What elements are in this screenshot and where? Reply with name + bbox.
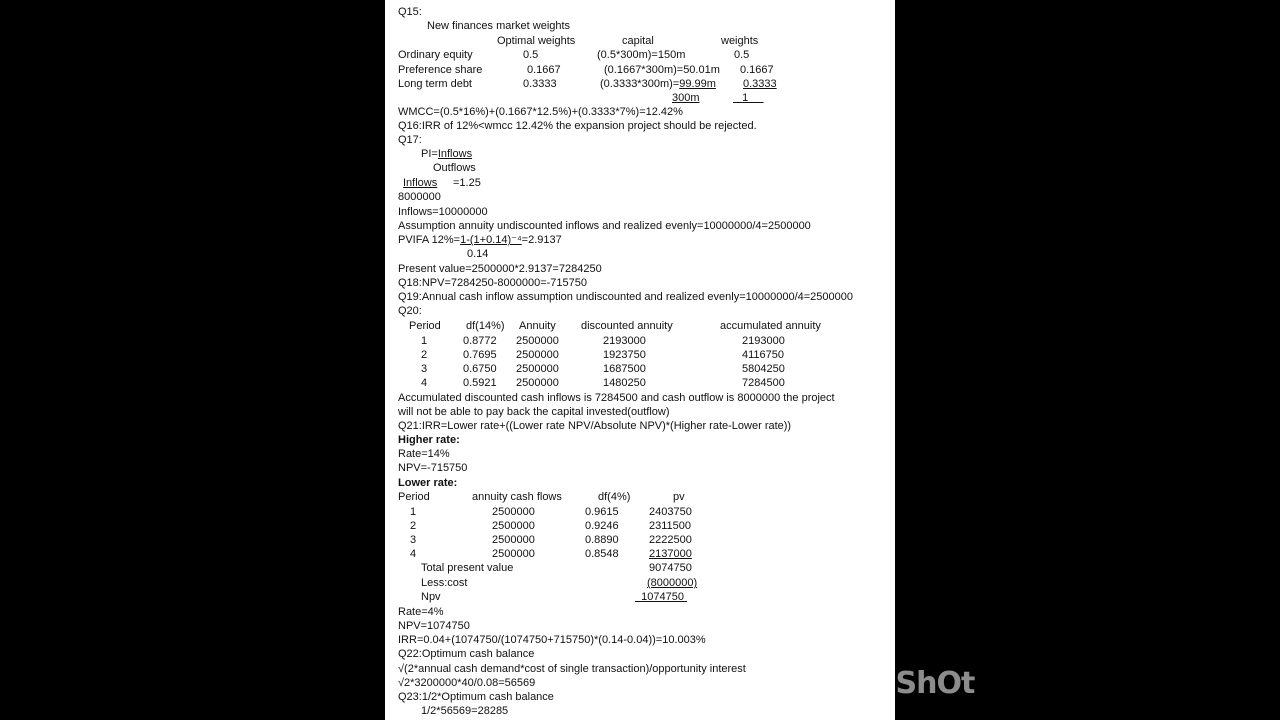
q20-cell: 1923750 <box>603 349 646 361</box>
q21-lower-heading: Lower rate: <box>398 477 458 489</box>
q15-header-optimal: Optimal weights <box>497 35 576 47</box>
q20-cell: 3 <box>421 363 428 375</box>
q21-cell: 2500000 <box>492 534 535 546</box>
q21-lower-npv: NPV=1074750 <box>398 620 470 632</box>
q21-irr: IRR=0.04+(1074750/(1074750+715750)*(0.14-0.04))=10.003% <box>398 634 706 646</box>
inshot-watermark-logo: InShOt <box>865 666 975 701</box>
q21-header-period: Period <box>398 491 430 503</box>
q15-row-capital <box>600 77 716 91</box>
q20-header-df: df(14%) <box>466 320 505 332</box>
q21-cell: 4 <box>410 548 417 560</box>
q15-row-label: Ordinary equity <box>398 49 473 61</box>
q15-row-optimal: 0.1667 <box>527 64 561 76</box>
q17-assumption: Assumption annuity undiscounted inflows and realized evenly=10000000/4=2500000 <box>398 220 811 232</box>
q21-less-label: Less:cost <box>421 577 468 589</box>
q21-cell: 0.9615 <box>585 506 619 518</box>
q20-cell: 1480250 <box>603 377 646 389</box>
q15-row-optimal: 0.3333 <box>523 78 557 90</box>
q17-pvifa-result: =2.9137 <box>521 234 562 246</box>
q23-heading: Q23:1/2*Optimum cash balance <box>398 691 554 703</box>
q20-header-discounted: discounted annuity <box>581 320 673 332</box>
q15-wmcc: WMCC=(0.5*16%)+(0.1667*12.5%)+(0.3333*7%)=12.42% <box>398 106 683 118</box>
q21-total-label: Total present value <box>421 562 514 574</box>
q20-cell: 1687500 <box>603 363 646 375</box>
q15-row-weight: 0.5 <box>734 49 750 61</box>
q17-pvifa-denominator: 0.14 <box>467 248 489 260</box>
q21-cell: 2137000 <box>649 548 692 560</box>
q20-cell: 4 <box>421 377 428 389</box>
q21-header-pv: pv <box>673 491 685 503</box>
q20-cell: 2500000 <box>516 363 559 375</box>
q15-row-label: Long term debt <box>398 78 472 90</box>
q15-header-capital: capital <box>622 35 654 47</box>
q17-pi-prefix: PI= <box>421 148 438 160</box>
q21-lower-rate: Rate=4% <box>398 606 444 618</box>
q20-cell: 1 <box>421 335 428 347</box>
q18-text: Q18:NPV=7284250-8000000=-715750 <box>398 277 587 289</box>
q15-heading: Q15: <box>398 6 422 18</box>
q17-pvifa <box>398 233 562 247</box>
q20-header-annuity: Annuity <box>519 320 556 332</box>
q20-cell: 2500000 <box>516 335 559 347</box>
q21-cell: 2 <box>410 520 417 532</box>
q20-header-accumulated: accumulated annuity <box>720 320 821 332</box>
q21-cell: 0.8548 <box>585 548 619 560</box>
q21-cell: 2500000 <box>492 506 535 518</box>
q17-inflows-eq: =1.25 <box>453 177 481 189</box>
q21-cell: 2403750 <box>649 506 692 518</box>
q21-cell: 0.8890 <box>585 534 619 546</box>
q15-row-label: Preference share <box>398 64 483 76</box>
q15-row-optimal: 0.5 <box>523 49 539 61</box>
q20-cell: 2 <box>421 349 428 361</box>
q20-cell: 2193000 <box>603 335 646 347</box>
q21-npv-value-text: 1074750 <box>641 591 684 603</box>
document-page <box>385 0 895 720</box>
q21-cell: 2222500 <box>649 534 692 546</box>
q20-cell: 0.6750 <box>463 363 497 375</box>
q21-higher-heading: Higher rate: <box>398 434 460 446</box>
q21-cell: 2500000 <box>492 520 535 532</box>
q20-cell: 4116750 <box>742 349 785 361</box>
q21-less-value: (8000000) <box>647 577 698 589</box>
q15-total-weight-value: 1 <box>742 92 749 104</box>
q20-heading: Q20: <box>398 305 422 317</box>
q21-cell: 1 <box>410 506 417 518</box>
q20-cell: 0.7695 <box>463 349 497 361</box>
q22-calc: √2*3200000*40/0.08=56569 <box>398 677 536 689</box>
q21-total-value: 9074750 <box>649 562 692 574</box>
q20-cell: 2193000 <box>742 335 785 347</box>
q20-cell: 0.5921 <box>463 377 497 389</box>
q21-header-df: df(4%) <box>598 491 631 503</box>
q21-header-cashflows: annuity cash flows <box>472 491 562 503</box>
q23-calc: 1/2*56569=28285 <box>421 705 509 717</box>
q22-formula: √(2*annual cash demand*cost of single transaction)/opportunity interest <box>398 663 746 675</box>
q15-header-weights: weights <box>721 35 759 47</box>
q21-cell: 2500000 <box>492 548 535 560</box>
q20-cell: 2500000 <box>516 349 559 361</box>
q20-conclusion-2: will not be able to pay back the capital invested(outflow) <box>398 406 670 418</box>
q21-higher-rate: Rate=14% <box>398 448 450 460</box>
q15-row-capital-prefix: (0.3333*300m)= <box>600 78 680 90</box>
q15-total-capital: 300m <box>672 92 700 104</box>
q20-cell: 7284500 <box>742 377 785 389</box>
q15-row-weight: 0.3333 <box>743 78 777 90</box>
q17-present-value: Present value=2500000*2.9137=7284250 <box>398 263 602 275</box>
q22-heading: Q22:Optimum cash balance <box>398 648 535 660</box>
q21-npv-label: Npv <box>421 591 441 603</box>
q17-pvifa-formula: 1-(1+0.14)⁻⁴ <box>460 234 522 246</box>
q17-pvifa-prefix: PVIFA 12%= <box>398 234 461 246</box>
q17-pi-numerator: Inflows <box>437 148 473 160</box>
q20-cell: 0.8772 <box>463 335 497 347</box>
q17-pi-denominator: Outflows <box>433 162 476 174</box>
q20-cell: 2500000 <box>516 377 559 389</box>
q21-cell: 2311500 <box>649 520 692 532</box>
q21-cell: 0.9246 <box>585 520 619 532</box>
q20-header-period: Period <box>409 320 441 332</box>
q19-text: Q19:Annual cash inflow assumption undiscounted and realized evenly=10000000/4=2500000 <box>398 291 854 303</box>
q16-text: Q16:IRR of 12%<wmcc 12.42% the expansion project should be rejected. <box>398 120 757 132</box>
q15-row-weight: 0.1667 <box>740 64 774 76</box>
q21-npv-value <box>635 590 687 604</box>
q20-cell: 5804250 <box>742 363 785 375</box>
q20-conclusion-1: Accumulated discounted cash inflows is 7284500 and cash outflow is 8000000 the project <box>398 392 835 404</box>
q15-total-weight <box>733 91 764 105</box>
q21-higher-npv: NPV=-715750 <box>398 462 468 474</box>
q15-row-capital: (0.1667*300m)=50.01m <box>604 64 720 76</box>
q15-row-capital: (0.5*300m)=150m <box>597 49 686 61</box>
q17-inflows: Inflows=10000000 <box>398 206 488 218</box>
q17-outflow-value: 8000000 <box>398 191 441 203</box>
q21-formula: Q21:IRR=Lower rate+((Lower rate NPV/Absolute NPV)*(Higher rate-Lower rate)) <box>398 420 792 432</box>
q17-heading: Q17: <box>398 134 422 146</box>
q15-row-capital-underlined: 99.99m <box>679 78 716 90</box>
q17-inflows-label: Inflows <box>403 177 438 189</box>
q21-cell: 3 <box>410 534 417 546</box>
q15-subtitle: New finances market weights <box>427 20 571 32</box>
q17-pi-formula <box>421 147 472 161</box>
